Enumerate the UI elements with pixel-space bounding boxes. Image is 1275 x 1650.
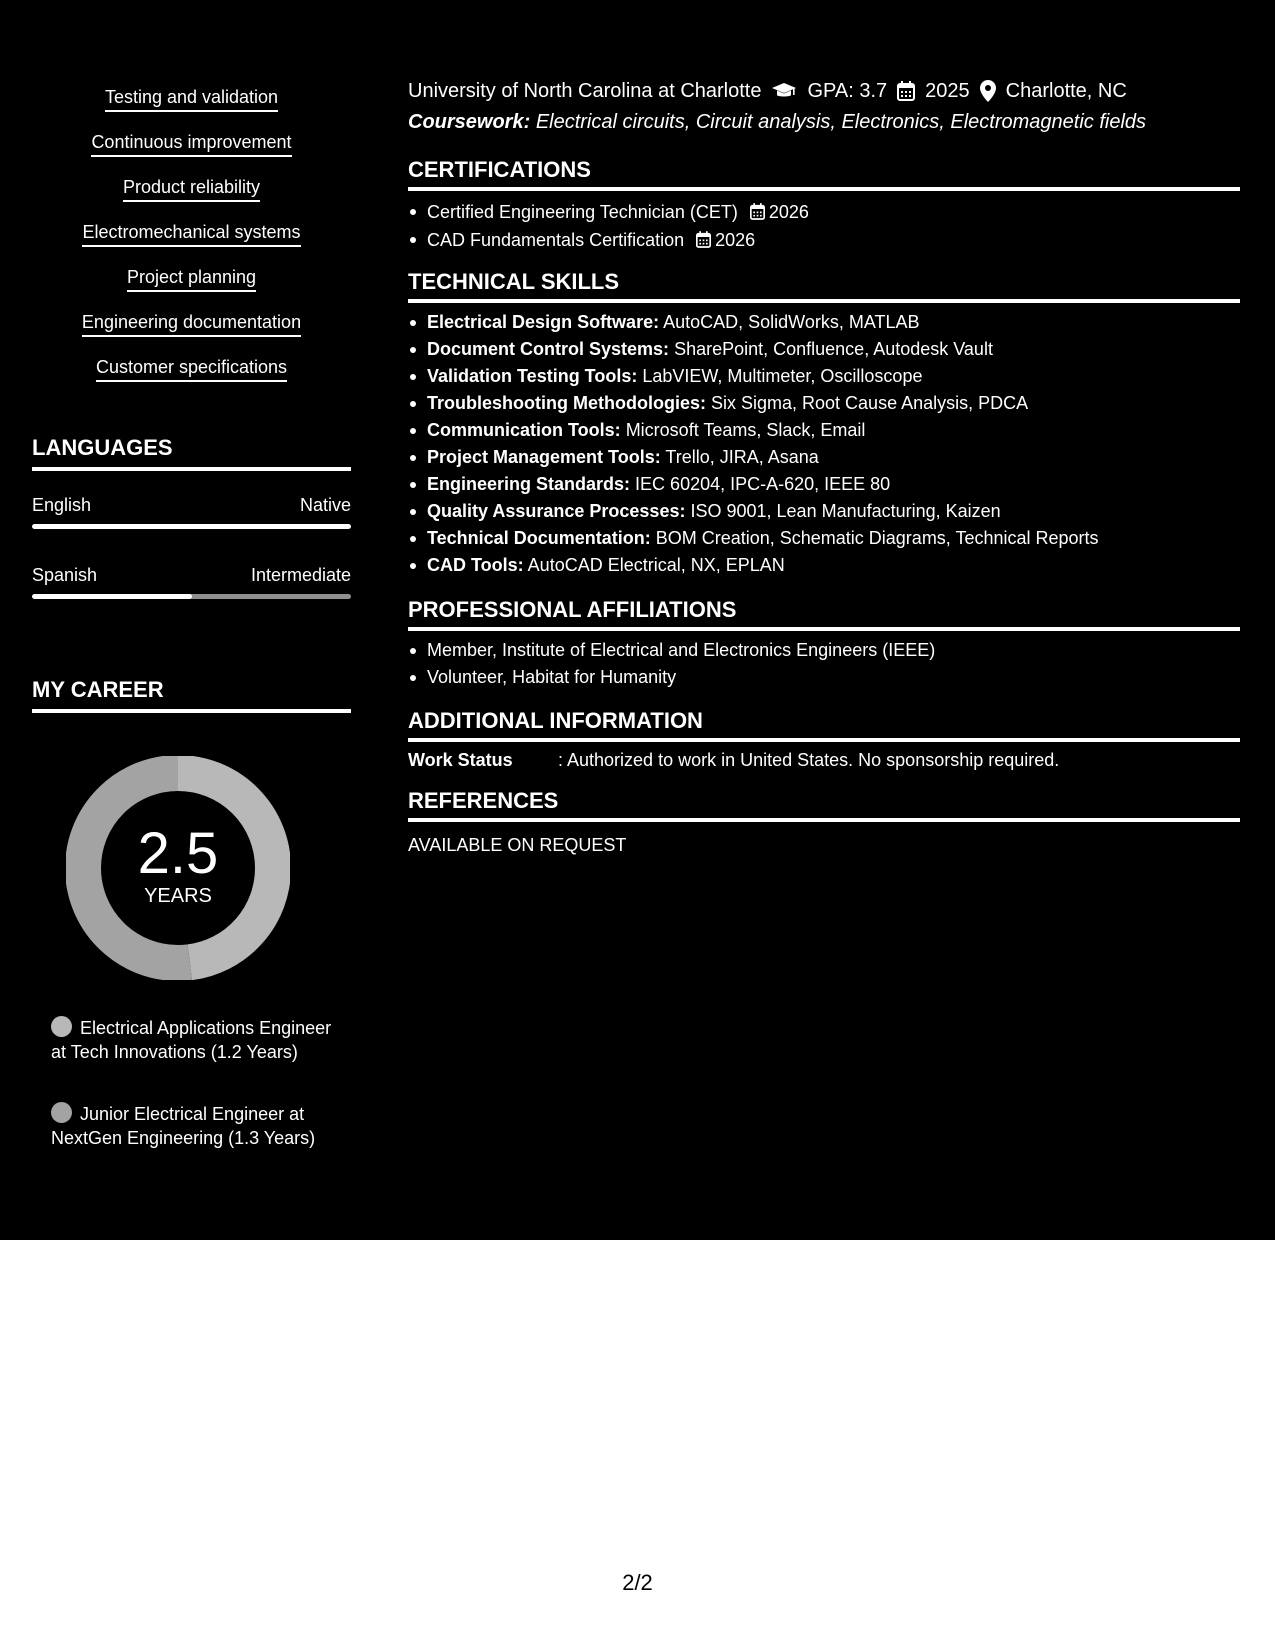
page-number: 2/2 bbox=[622, 1570, 653, 1595]
gpa: GPA: 3.7 bbox=[807, 80, 888, 102]
language-level: Intermediate bbox=[250, 565, 351, 585]
technical-skill-item: CAD Tools: AutoCAD Electrical, NX, EPLAN bbox=[408, 552, 1240, 579]
technical-skill-item: Technical Documentation: BOM Creation, Schematic Diagrams, Technical Reports bbox=[408, 525, 1240, 552]
technical-skill-item: Validation Testing Tools: LabVIEW, Multimeter, Oscilloscope bbox=[408, 363, 1240, 390]
references-text: AVAILABLE ON REQUEST bbox=[408, 835, 627, 855]
references-heading: REFERENCES bbox=[408, 787, 1240, 822]
career-legend-item bbox=[51, 1016, 341, 1064]
technical-skill-item: Communication Tools: Microsoft Teams, Slack, Email bbox=[408, 417, 1240, 444]
technical-skills-list bbox=[408, 309, 1240, 579]
language-level: Native bbox=[299, 495, 351, 515]
languages-heading: LANGUAGES bbox=[32, 434, 351, 471]
calendar-icon bbox=[750, 203, 765, 220]
certifications-heading: CERTIFICATIONS bbox=[408, 156, 1240, 191]
legend-dot bbox=[51, 1102, 72, 1123]
skill-tag: Testing and validation bbox=[32, 86, 351, 131]
technical-skill-item: Electrical Design Software: AutoCAD, SolidWorks, MATLAB bbox=[408, 309, 1240, 336]
language-bar-fill bbox=[32, 524, 351, 529]
graduation-cap-icon bbox=[771, 82, 797, 100]
school-location: Charlotte, NC bbox=[1005, 80, 1127, 102]
additional-info-heading: ADDITIONAL INFORMATION bbox=[408, 707, 1240, 742]
career-total-years: 2.5 bbox=[137, 821, 219, 886]
coursework-list: Electrical circuits, Circuit analysis, Electronics, Electromagnetic fields bbox=[535, 111, 1147, 133]
affiliation-item: Volunteer, Habitat for Humanity bbox=[408, 664, 1240, 691]
technical-skill-item: Troubleshooting Methodologies: Six Sigma, Root Cause Analysis, PDCA bbox=[408, 390, 1240, 417]
affiliations-list bbox=[408, 637, 1240, 691]
language-name: Spanish bbox=[32, 565, 98, 585]
work-status-row bbox=[408, 748, 1059, 772]
map-pin-icon bbox=[980, 80, 996, 102]
career-legend-item bbox=[51, 1102, 341, 1150]
technical-skill-item: Engineering Standards: IEC 60204, IPC-A-620, IEEE 80 bbox=[408, 471, 1240, 498]
legend-label: Electrical Applications Engineer at Tech Innovations (1.2 Years) bbox=[51, 1018, 332, 1062]
legend-dot bbox=[51, 1016, 72, 1037]
coursework bbox=[408, 109, 1146, 135]
graduation-year: 2025 bbox=[925, 80, 970, 102]
skill-tag: Customer specifications bbox=[32, 356, 351, 401]
technical-skill-item: Project Management Tools: Trello, JIRA, Asana bbox=[408, 444, 1240, 471]
affiliation-item: Member, Institute of Electrical and Electronics Engineers (IEEE) bbox=[408, 637, 1240, 664]
language-bar-fill bbox=[32, 594, 192, 599]
school-name: University of North Carolina at Charlotte bbox=[408, 80, 762, 102]
skill-tag: Continuous improvement bbox=[32, 131, 351, 176]
education-line bbox=[408, 78, 1127, 104]
career-heading: MY CAREER bbox=[32, 676, 351, 713]
work-status-value: : Authorized to work in United States. No sponsorship required. bbox=[558, 750, 1060, 770]
coursework-label: Coursework: bbox=[408, 111, 531, 133]
skill-tag: Electromechanical systems bbox=[32, 221, 351, 266]
language-bar-english bbox=[32, 524, 351, 529]
skill-tag: Product reliability bbox=[32, 176, 351, 221]
donut-center bbox=[66, 756, 290, 980]
work-status-label: Work Status bbox=[408, 750, 513, 770]
language-row-english bbox=[32, 494, 351, 516]
career-donut-chart bbox=[66, 756, 290, 980]
certification-item: CAD Fundamentals Certification 2026 bbox=[408, 226, 1240, 254]
calendar-icon bbox=[696, 231, 711, 248]
language-name: English bbox=[32, 495, 92, 515]
certification-item: Certified Engineering Technician (CET) 2026 bbox=[408, 198, 1240, 226]
certifications-list bbox=[408, 198, 1240, 254]
affiliations-heading: PROFESSIONAL AFFILIATIONS bbox=[408, 596, 1240, 631]
language-row-spanish bbox=[32, 564, 351, 586]
calendar-icon bbox=[897, 81, 915, 101]
skill-tag: Engineering documentation bbox=[32, 311, 351, 356]
technical-skill-item: Quality Assurance Processes: ISO 9001, Lean Manufacturing, Kaizen bbox=[408, 498, 1240, 525]
technical-skills-heading: TECHNICAL SKILLS bbox=[408, 268, 1240, 303]
skill-tag: Project planning bbox=[32, 266, 351, 311]
skills-list bbox=[32, 86, 351, 401]
language-bar-spanish bbox=[32, 594, 351, 599]
career-total-unit: YEARS bbox=[144, 885, 212, 907]
technical-skill-item: Document Control Systems: SharePoint, Confluence, Autodesk Vault bbox=[408, 336, 1240, 363]
legend-label: Junior Electrical Engineer at NextGen Engineering (1.3 Years) bbox=[51, 1104, 316, 1148]
